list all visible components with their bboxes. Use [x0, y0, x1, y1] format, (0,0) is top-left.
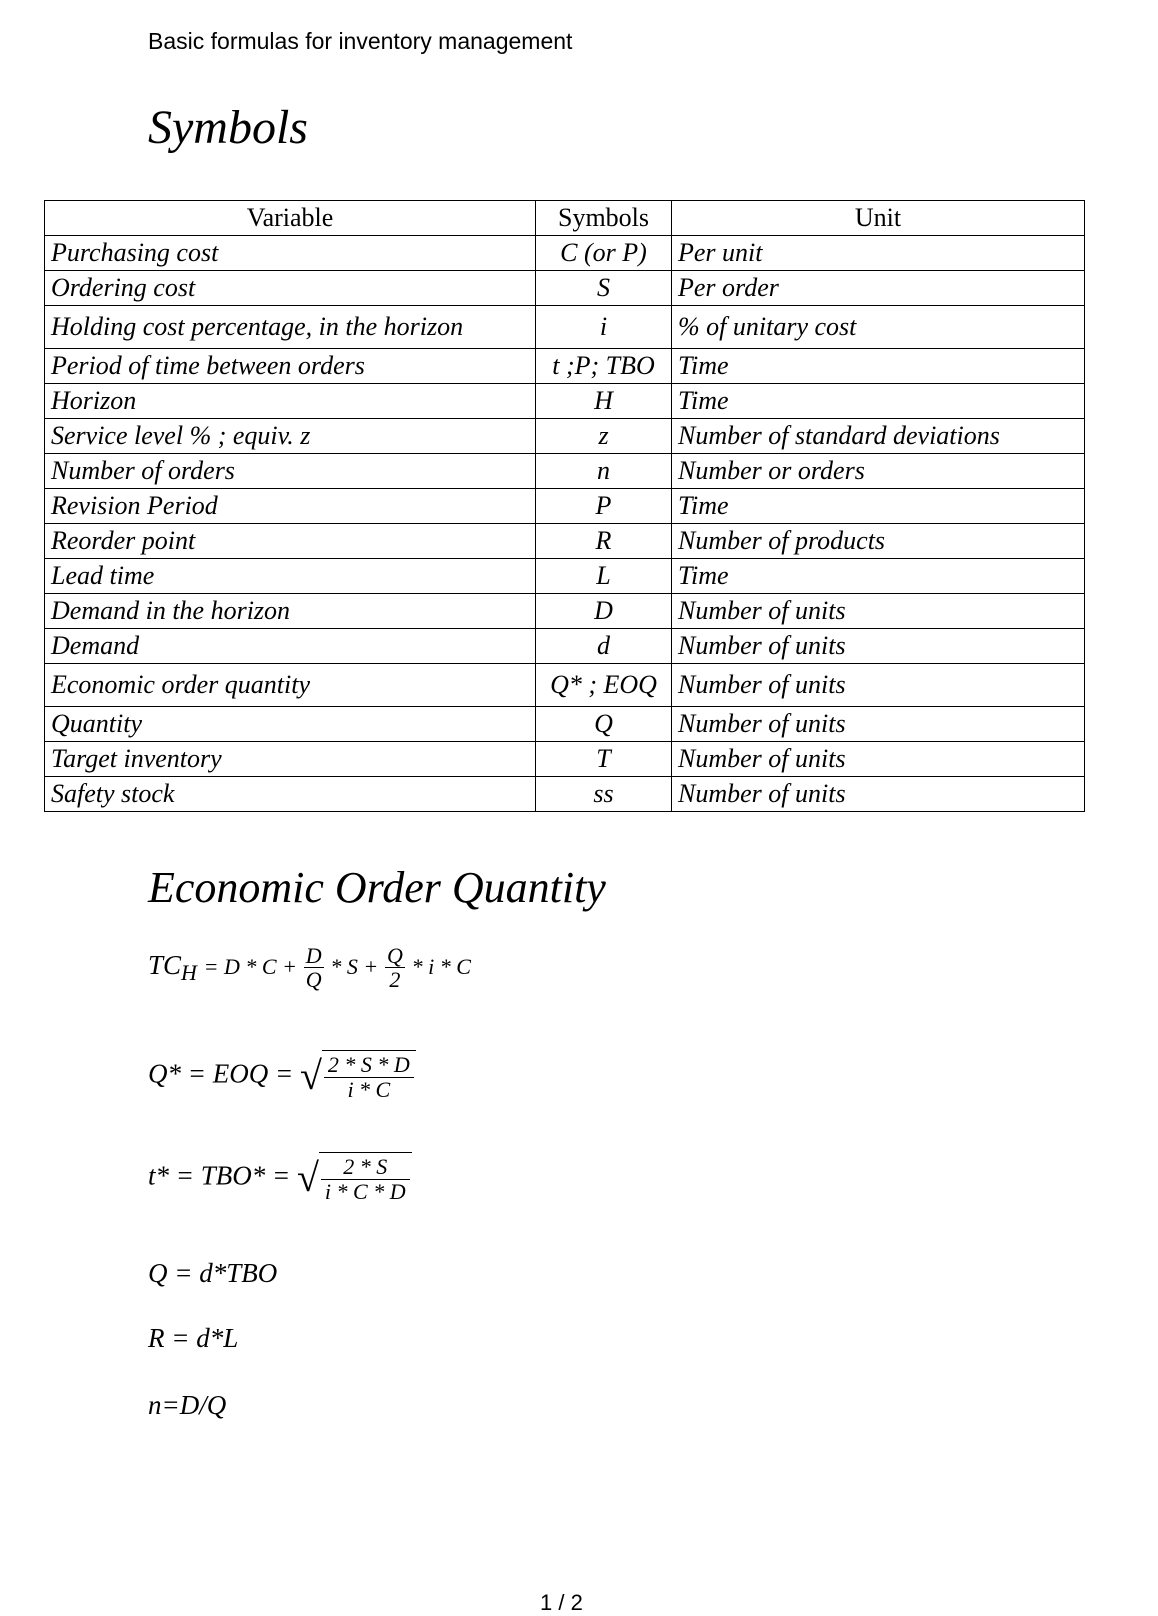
symbol-cell: C (or P) — [536, 236, 672, 271]
unit-cell: Number of products — [672, 524, 1085, 559]
document-header: Basic formulas for inventory management — [148, 28, 573, 54]
radicand-denominator: i * C — [347, 1077, 391, 1103]
symbols-table — [44, 200, 1085, 812]
tc-subscript: H — [181, 960, 197, 986]
symbol-cell: P — [536, 489, 672, 524]
unit-cell: Per order — [672, 271, 1085, 306]
square-root — [297, 1152, 412, 1204]
symbol-cell: n — [536, 454, 672, 489]
tc-mid: * S + — [330, 953, 379, 979]
table-row — [45, 489, 1085, 524]
table-row — [45, 559, 1085, 594]
table-row — [45, 664, 1085, 707]
frac-numerator: Q — [386, 943, 403, 968]
unit-cell: Number of units — [672, 629, 1085, 664]
symbol-cell: D — [536, 594, 672, 629]
tbo-formula — [148, 1152, 412, 1204]
symbol-cell: ss — [536, 777, 672, 812]
unit-cell: Number or orders — [672, 454, 1085, 489]
symbol-cell: Q* ; EOQ — [536, 664, 672, 707]
symbol-cell: t ;P; TBO — [536, 349, 672, 384]
variable-cell: Revision Period — [45, 489, 536, 524]
table-row — [45, 349, 1085, 384]
unit-cell: Time — [672, 559, 1085, 594]
fraction-d-over-q — [304, 944, 324, 991]
symbol-cell: d — [536, 629, 672, 664]
eoq-formula — [148, 1050, 416, 1102]
column-header-symbols: Symbols — [536, 201, 672, 236]
radicand-denominator: i * C * D — [324, 1179, 406, 1205]
tc-tail: * i * C — [411, 953, 471, 979]
variable-cell: Service level % ; equiv. z — [45, 419, 536, 454]
unit-cell: Number of units — [672, 707, 1085, 742]
variable-cell: Period of time between orders — [45, 349, 536, 384]
variable-cell: Demand — [45, 629, 536, 664]
unit-cell: % of unitary cost — [672, 306, 1085, 349]
unit-cell: Number of units — [672, 777, 1085, 812]
unit-cell: Number of standard deviations — [672, 419, 1085, 454]
tc-eq: = D * C + — [203, 953, 297, 979]
table-row — [45, 306, 1085, 349]
symbol-cell: S — [536, 271, 672, 306]
reorder-point-formula: R = d*L — [148, 1323, 239, 1353]
table-row — [45, 236, 1085, 271]
table-row — [45, 629, 1085, 664]
table-row — [45, 454, 1085, 489]
fraction-q-over-2 — [385, 944, 405, 991]
variable-cell: Target inventory — [45, 742, 536, 777]
variable-cell: Purchasing cost — [45, 236, 536, 271]
column-header-variable: Variable — [45, 201, 536, 236]
page-number: 1 / 2 — [540, 1590, 583, 1615]
table-row — [45, 777, 1085, 812]
table-row — [45, 384, 1085, 419]
variable-cell: Horizon — [45, 384, 536, 419]
column-header-unit: Unit — [672, 201, 1085, 236]
symbols-heading: Symbols — [148, 101, 308, 154]
symbol-cell: Q — [536, 707, 672, 742]
table-row — [45, 707, 1085, 742]
table-row — [45, 742, 1085, 777]
tbo-lhs: t* = TBO* = — [148, 1160, 291, 1191]
unit-cell: Number of units — [672, 594, 1085, 629]
table-row — [45, 524, 1085, 559]
symbol-cell: z — [536, 419, 672, 454]
table-row — [45, 419, 1085, 454]
radical-sign: √ — [299, 1053, 322, 1099]
unit-cell: Per unit — [672, 236, 1085, 271]
table-row — [45, 594, 1085, 629]
frac-numerator: D — [305, 943, 322, 968]
symbol-cell: L — [536, 559, 672, 594]
tc-lhs: TC — [148, 949, 182, 980]
radical-sign: √ — [296, 1155, 319, 1201]
total-cost-formula — [148, 944, 471, 991]
symbol-cell: i — [536, 306, 672, 349]
frac-denominator: Q — [305, 967, 322, 993]
variable-cell: Quantity — [45, 707, 536, 742]
quantity-formula: Q = d*TBO — [148, 1258, 278, 1288]
frac-denominator: 2 — [389, 967, 401, 993]
table-row — [45, 271, 1085, 306]
variable-cell: Number of orders — [45, 454, 536, 489]
unit-cell: Number of units — [672, 742, 1085, 777]
unit-cell: Time — [672, 384, 1085, 419]
symbol-cell: H — [536, 384, 672, 419]
radicand-numerator: 2 * S * D — [324, 1053, 414, 1078]
eoq-heading: Economic Order Quantity — [148, 863, 606, 912]
radicand-numerator: 2 * S — [321, 1155, 410, 1180]
unit-cell: Time — [672, 349, 1085, 384]
variable-cell: Ordering cost — [45, 271, 536, 306]
unit-cell: Number of units — [672, 664, 1085, 707]
unit-cell: Time — [672, 489, 1085, 524]
symbol-cell: T — [536, 742, 672, 777]
eoq-lhs: Q* = EOQ = — [148, 1058, 294, 1089]
variable-cell: Demand in the horizon — [45, 594, 536, 629]
variable-cell: Holding cost percentage, in the horizon — [45, 306, 536, 349]
number-of-orders-formula: n=D/Q — [148, 1390, 227, 1420]
variable-cell: Safety stock — [45, 777, 536, 812]
square-root — [300, 1050, 416, 1102]
symbol-cell: R — [536, 524, 672, 559]
variable-cell: Economic order quantity — [45, 664, 536, 707]
variable-cell: Lead time — [45, 559, 536, 594]
variable-cell: Reorder point — [45, 524, 536, 559]
